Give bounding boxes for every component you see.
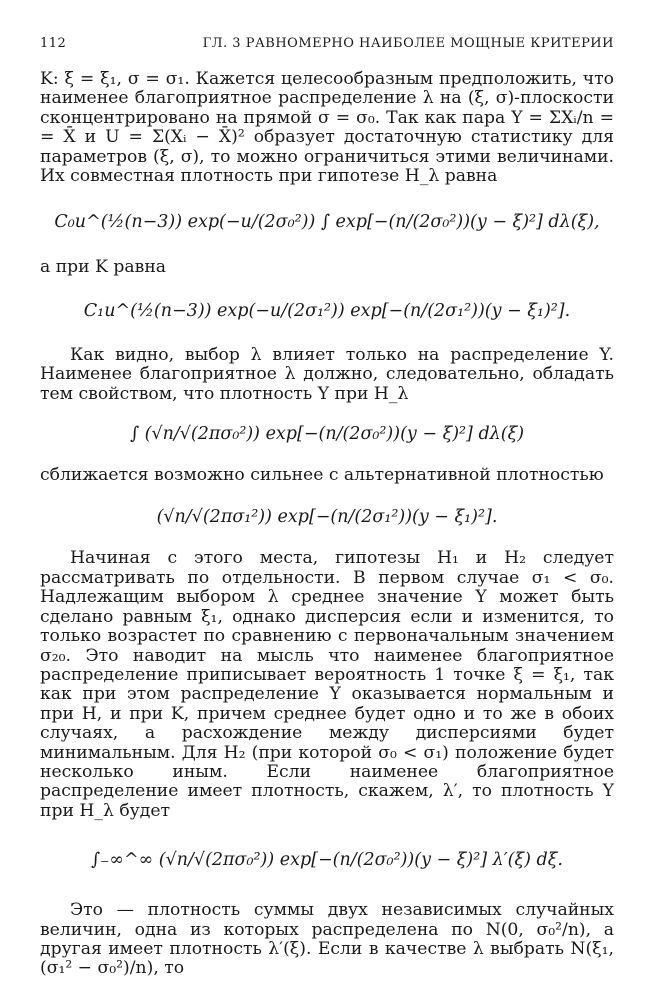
page-number: 112 — [40, 36, 67, 51]
formula-density-k: C₁u^(½(n−3)) exp(−u/(2σ₁²)) exp[−(n/(2σ₁²))(y − ξ₁)²]. — [83, 301, 571, 322]
paragraph-6: Это — плотность суммы двух независимых случайных величин, одна из которых распределена по N(0, σ₀²/n), а другая имеет плотность λ′(ξ). Если в качестве λ выбрать N(ξ₁, (σ₁² − σ₀²)/n), то — [40, 900, 614, 979]
paragraph-1: K: ξ = ξ₁, σ = σ₁. Кажется целесообразным предположить, что наименее благоприятное распределение λ на (ξ, σ)-плоскости сконцентрировано на прямой σ = σ₀. Так как пара Y = ΣXᵢ/n = = X̄ и U = Σ(Xᵢ − X̄)² образует достаточную статистику для параметров (ξ, σ), то можно ограничиться этими величинами. Их совместная плотность при гипотезе H_λ равна — [40, 69, 614, 187]
paragraph-2: а при K равна — [40, 257, 167, 278]
formula-density-y-lambda-prime: ∫₋∞^∞ (√n/√(2πσ₀²)) exp[−(n/(2σ₀²))(y − ξ)²] λ′(ξ) dξ. — [91, 850, 563, 871]
running-title: ГЛ. 3 РАВНОМЕРНО НАИБОЛЕЕ МОЩНЫЕ КРИТЕРИИ — [202, 36, 614, 51]
formula-density-y-h-lambda: ∫ (√n/√(2πσ₀²)) exp[−(n/(2σ₀²))(y − ξ)²] dλ(ξ) — [129, 424, 525, 445]
formula-alternative-density: (√n/√(2πσ₁²)) exp[−(n/(2σ₁²))(y − ξ₁)²]. — [156, 506, 498, 527]
formula-density-h-lambda: C₀u^(½(n−3)) exp(−u/(2σ₀²)) ∫ exp[−(n/(2σ₀²))(y − ξ)²] dλ(ξ), — [54, 211, 600, 232]
paragraph-4: сближается возможно сильнее с альтернативной плотностью — [40, 465, 604, 486]
page-body — [40, 70, 614, 979]
paragraph-5: Начиная с этого места, гипотезы H₁ и H₂ следует рассматривать по отдельности. В первом случае σ₁ < σ₀. Надлежащим выбором λ среднее значение Y может быть сделано равным ξ₁, однако дисперсия если и изменится, то только возрастет по сравнению с первоначальным значением σ₂₀. Это наводит на мысль что наименее благоприятное распределение приписывает вероятность 1 точке ξ = ξ₁, так как при этом распределение Y оказывается нормальным и при H, и при K, причем среднее будет одно и то же в обоих случаях, а расхождение между дисперсиями будет минимальным. Для H₂ (при которой σ₀ < σ₁) положение будет несколько иным. Если наименее благоприятное распределение имеет плотность, скажем, λ′, то плотность Y при H_λ будет — [40, 548, 614, 821]
paragraph-3: Как видно, выбор λ влияет только на распределение Y. Наименее благоприятное λ должно, следовательно, обладать тем свойством, что плотность Y при H_λ — [40, 344, 614, 404]
running-header — [40, 36, 614, 56]
